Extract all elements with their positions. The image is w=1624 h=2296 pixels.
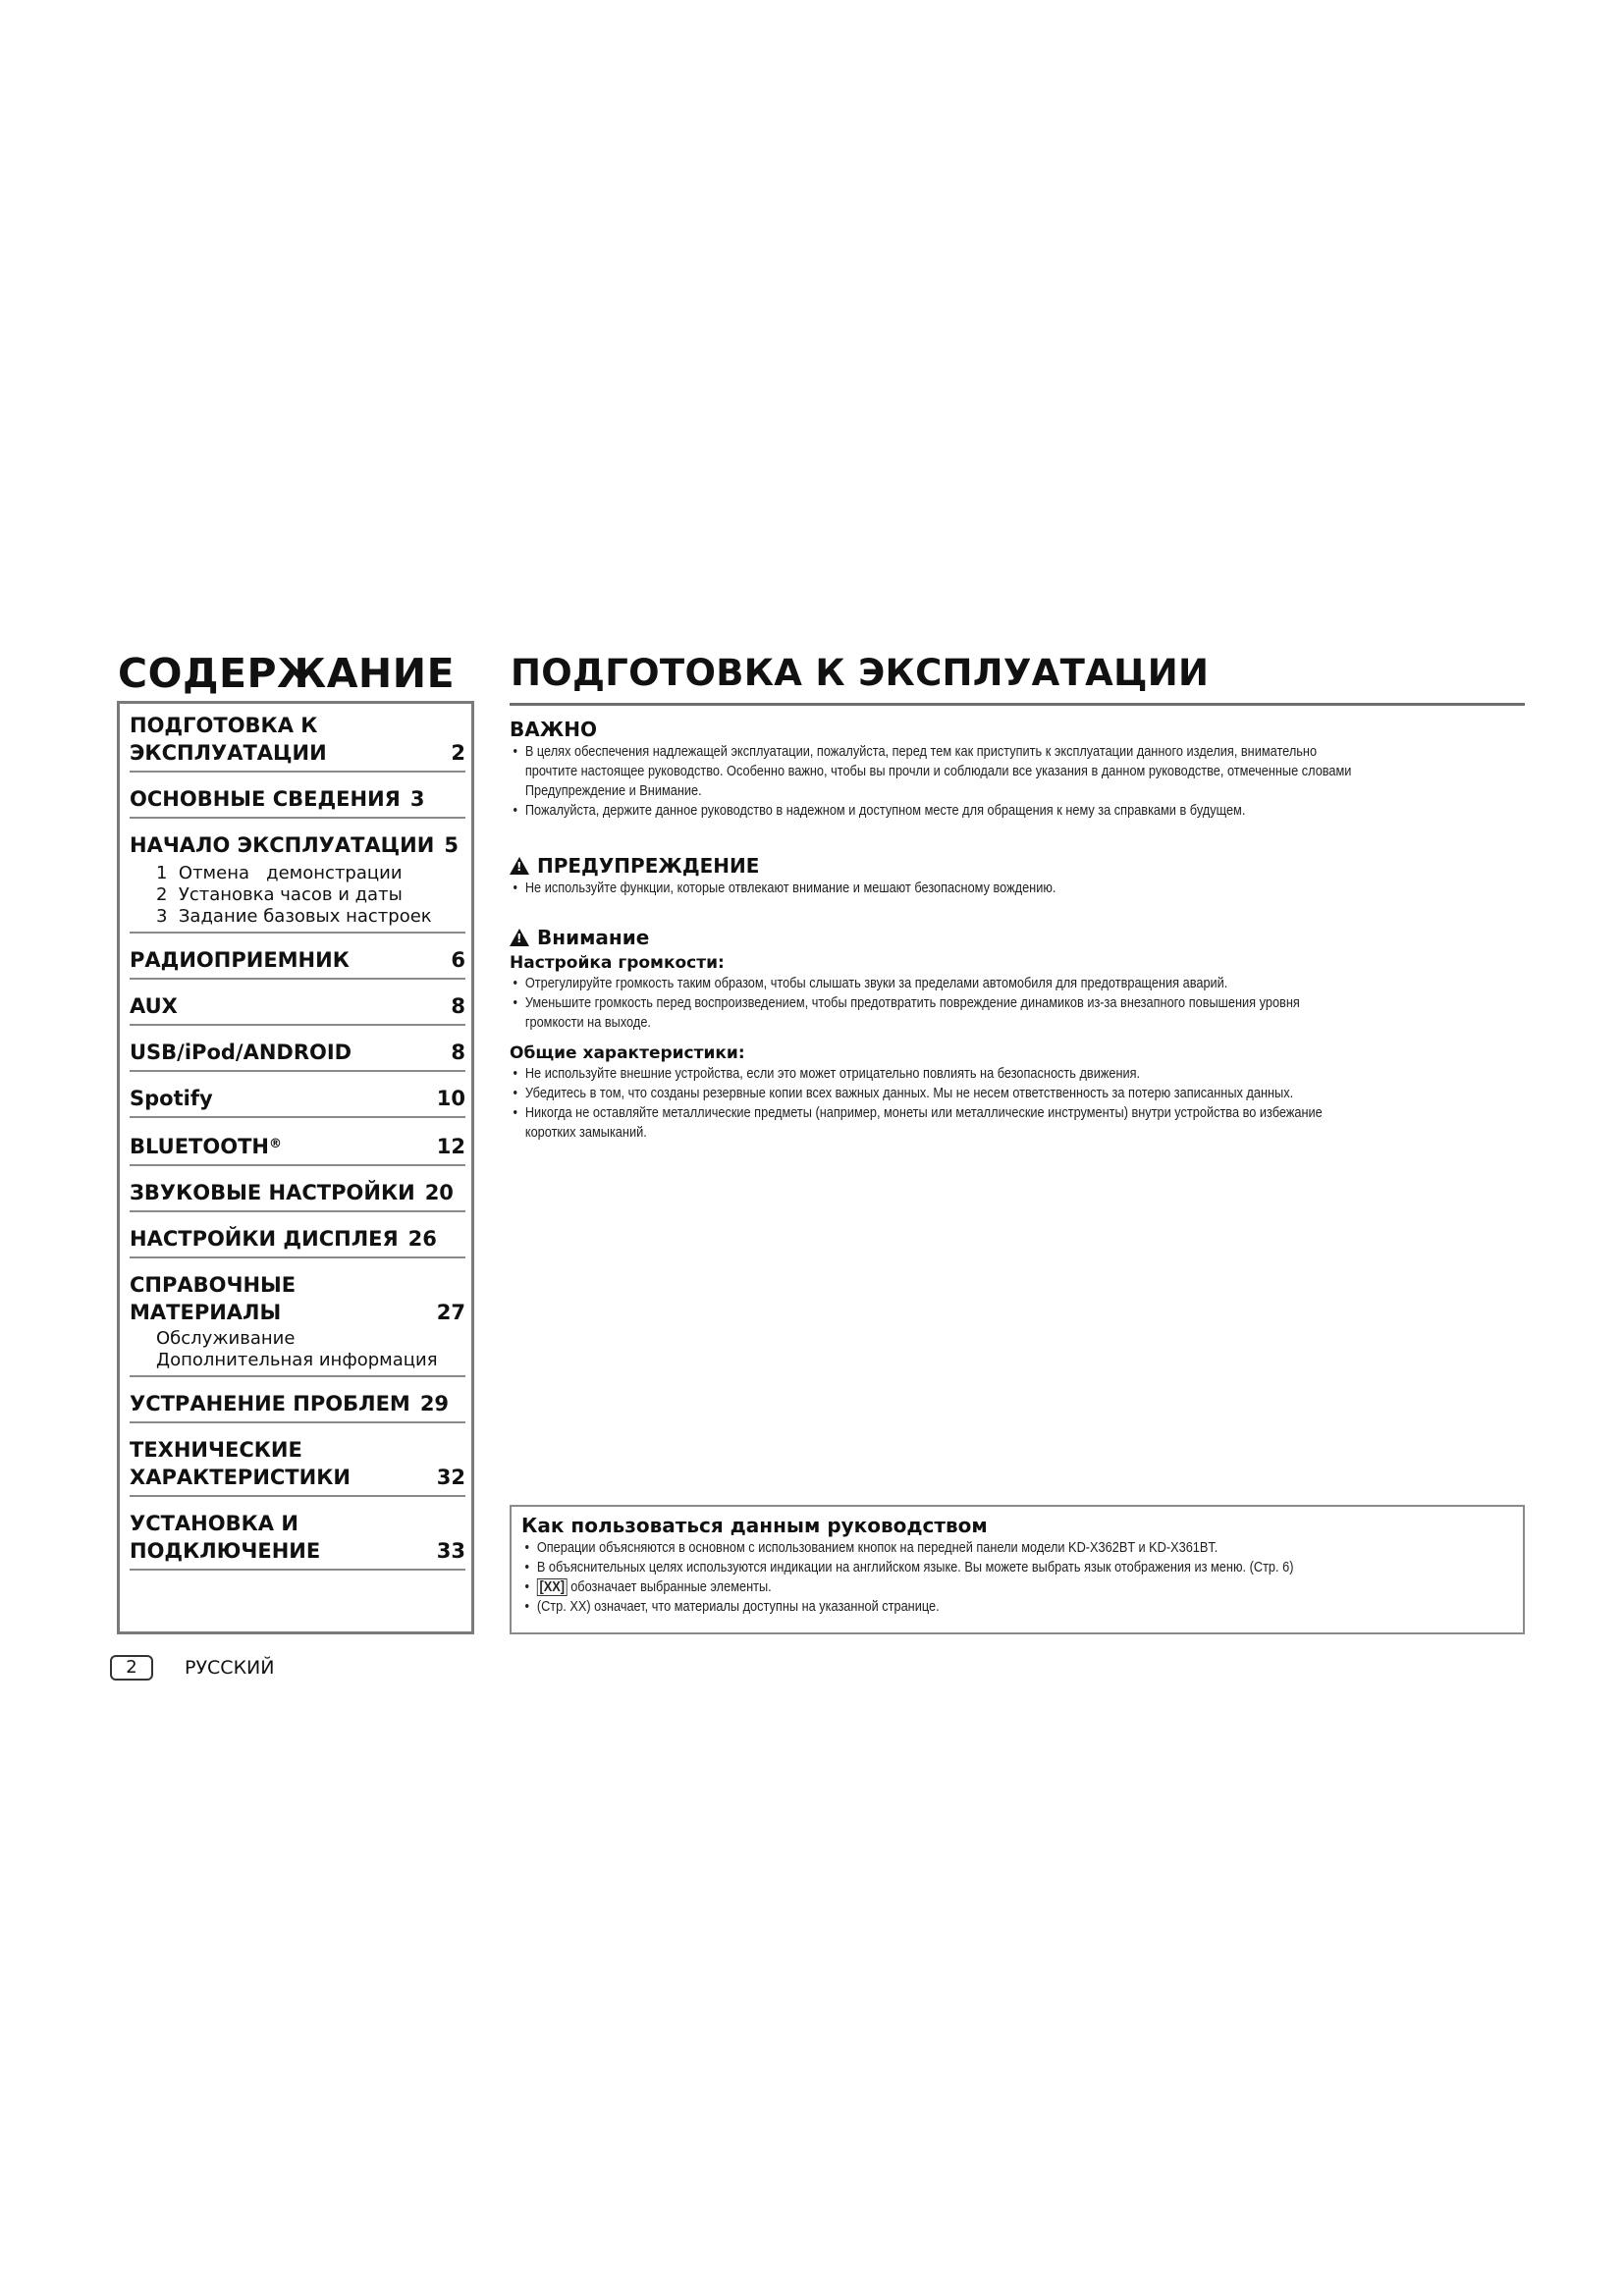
bullet-item: • В объяснительных целях используются индикации на английском языке. Вы можете выбрать язык отображения из меню. (Стр. 6) [521, 1558, 1489, 1577]
toc-entry[interactable] [130, 819, 465, 934]
page-footer [110, 1655, 274, 1681]
toc-entry-page: 8 [451, 994, 465, 1018]
toc-entry-page: 6 [451, 948, 465, 972]
toc-subentries [130, 1326, 465, 1375]
toc-entry-label: СПРАВОЧНЫЕ МАТЕРИАЛЫ [130, 1273, 297, 1324]
toc-entry-label: BLUETOOTH [130, 1135, 269, 1158]
toc-entry-page: 10 [436, 1087, 465, 1110]
toc-entry-label: НАСТРОЙКИ ДИСПЛЕЯ [130, 1227, 399, 1251]
bullet-item: • Убедитесь в том, что созданы резервные копии всех важных данных. Мы не несем ответственность за потерю записанных данных. [510, 1084, 1478, 1103]
caution-section [510, 925, 1521, 1143]
howto-box [510, 1505, 1525, 1634]
toc-subentry[interactable]: Обслуживание [156, 1328, 296, 1349]
toc-entry-label: УСТРАНЕНИЕ ПРОБЛЕМ [130, 1392, 410, 1415]
selected-item-marker: [XX] [537, 1578, 568, 1596]
toc-entry-page: 3 [409, 787, 425, 811]
toc-entry[interactable] [130, 1377, 465, 1423]
page-number: 2 [110, 1655, 153, 1681]
warning-triangle-icon [510, 929, 529, 946]
toc-entry-label: USB/iPod/ANDROID [130, 1041, 352, 1064]
bullet-continuation: коротких замыканий. [524, 1125, 647, 1141]
toc-entry[interactable] [130, 1072, 465, 1118]
bullet-item: • Не используйте функции, которые отвлекают внимание и мешают безопасному вождению. [510, 879, 1478, 898]
toc-entry-label: AUX [130, 994, 178, 1018]
warning-section [510, 853, 1521, 898]
registered-mark: ® [268, 1137, 282, 1151]
volume-heading: Настройка громкости: [510, 953, 725, 973]
toc-entry-page: 8 [451, 1041, 465, 1064]
bullet-item: • Уменьшите громкость перед воспроизведением, чтобы предотвратить повреждение динамиков из-за внезапного повышения уровня [510, 993, 1478, 1013]
language-label: РУССКИЙ [185, 1657, 275, 1679]
toc-subentry[interactable]: 2 Установка часов и даты [156, 884, 403, 905]
bullet-item: • Операции объясняются в основном с использованием кнопок на передней панели модели KD-X362BT и KD-X361BT. [521, 1538, 1489, 1558]
toc-list [130, 712, 465, 1571]
toc-entry-label: ЭКСПЛУАТАЦИИ [130, 741, 327, 765]
toc-entry-label: НАЧАЛО ЭКСПЛУАТАЦИИ [130, 833, 435, 857]
howto-heading: Как пользоваться данным руководством [521, 1514, 988, 1537]
bullet-item: • Пожалуйста, держите данное руководство в надежном и доступном месте для обращения к нему за справками в будущем. [510, 801, 1478, 821]
main-content [510, 717, 1521, 1143]
toc-entry[interactable] [130, 980, 465, 1026]
toc-entry-label: РАДИОПРИЕМНИК [130, 948, 350, 972]
section-title: ПОДГОТОВКА К ЭКСПЛУАТАЦИИ [511, 652, 1210, 694]
important-heading: ВАЖНО [510, 718, 597, 741]
toc-title: СОДЕРЖАНИЕ [118, 650, 456, 697]
toc-entry[interactable] [130, 1212, 465, 1258]
bullet-item: • В целях обеспечения надлежащей эксплуатации, пожалуйста, перед тем как приступить к эксплуатации данного изделия, внимательно [510, 742, 1478, 762]
toc-entry[interactable] [130, 1258, 465, 1377]
toc-entry-label: ХАРАКТЕРИСТИКИ [130, 1466, 351, 1489]
toc-entry-page: 27 [436, 1301, 465, 1324]
toc-entry-page: 5 [444, 833, 459, 857]
toc-entry-page: 2 [451, 741, 465, 765]
caution-heading: Внимание [537, 926, 650, 949]
warning-triangle-icon [510, 857, 529, 875]
toc-entry-label: ЗВУКОВЫЕ НАСТРОЙКИ [130, 1181, 415, 1204]
title-divider [510, 703, 1525, 706]
bullet-item [521, 1577, 1489, 1597]
toc-entry-label: ОСНОВНЫЕ СВЕДЕНИЯ [130, 787, 401, 811]
bullet-item: • Не используйте внешние устройства, если это может отрицательно повлиять на безопасность движения. [510, 1064, 1478, 1084]
toc-box [117, 701, 474, 1634]
toc-entry[interactable] [130, 773, 465, 819]
bullet-item: • (Стр. XX) означает, что материалы доступны на указанной странице. [521, 1597, 1489, 1617]
bullet-continuation: прочтите настоящее руководство. Особенно важно, чтобы вы прочли и соблюдали все указания в данном руководстве, отмеченные словами [524, 764, 1352, 779]
bullet-continuation: громкости на выходе. [524, 1015, 651, 1031]
toc-entry-label: ТЕХНИЧЕСКИЕ [130, 1438, 302, 1462]
toc-entry[interactable] [130, 1026, 465, 1072]
toc-entry[interactable] [130, 1423, 465, 1497]
toc-entry[interactable] [130, 712, 465, 773]
toc-entry[interactable] [130, 1497, 465, 1571]
toc-entry-label: ПОДГОТОВКА К [130, 714, 318, 737]
toc-subentry[interactable]: 3 Задание базовых настроек [156, 906, 432, 927]
toc-entry-page: 29 [419, 1392, 450, 1415]
important-section [510, 717, 1521, 821]
toc-entry[interactable] [130, 1118, 465, 1166]
toc-subentry[interactable]: 1 Отмена демонстрации [156, 863, 403, 883]
toc-entry-page: 33 [436, 1539, 465, 1563]
warning-heading: ПРЕДУПРЕЖДЕНИЕ [537, 854, 760, 878]
toc-entry-label: УСТАНОВКА И [130, 1512, 298, 1535]
bullet-continuation: Предупреждение и Внимание. [524, 783, 702, 799]
toc-entry[interactable] [130, 1166, 465, 1212]
toc-entry[interactable] [130, 934, 465, 980]
toc-entry-page: 32 [436, 1466, 465, 1489]
general-heading: Общие характеристики: [510, 1043, 745, 1063]
toc-entry-label: Spotify [130, 1087, 213, 1110]
toc-entry-page: 26 [407, 1227, 437, 1251]
toc-subentry[interactable]: Дополнительная информация [156, 1350, 438, 1370]
toc-entry-page: 12 [436, 1135, 465, 1158]
toc-entry-page: 20 [424, 1181, 454, 1204]
bullet-item: • Никогда не оставляйте металлические предметы (например, монеты или металлические инструменты) внутри устройства во избежание [510, 1103, 1478, 1123]
bullet-text: обозначает выбранные элементы. [570, 1579, 772, 1595]
toc-subentries [130, 859, 465, 932]
bullet-item: • Отрегулируйте громкость таким образом, чтобы слышать звуки за пределами автомобиля для предотвращения аварий. [510, 974, 1478, 993]
toc-entry-label: ПОДКЛЮЧЕНИЕ [130, 1539, 321, 1563]
